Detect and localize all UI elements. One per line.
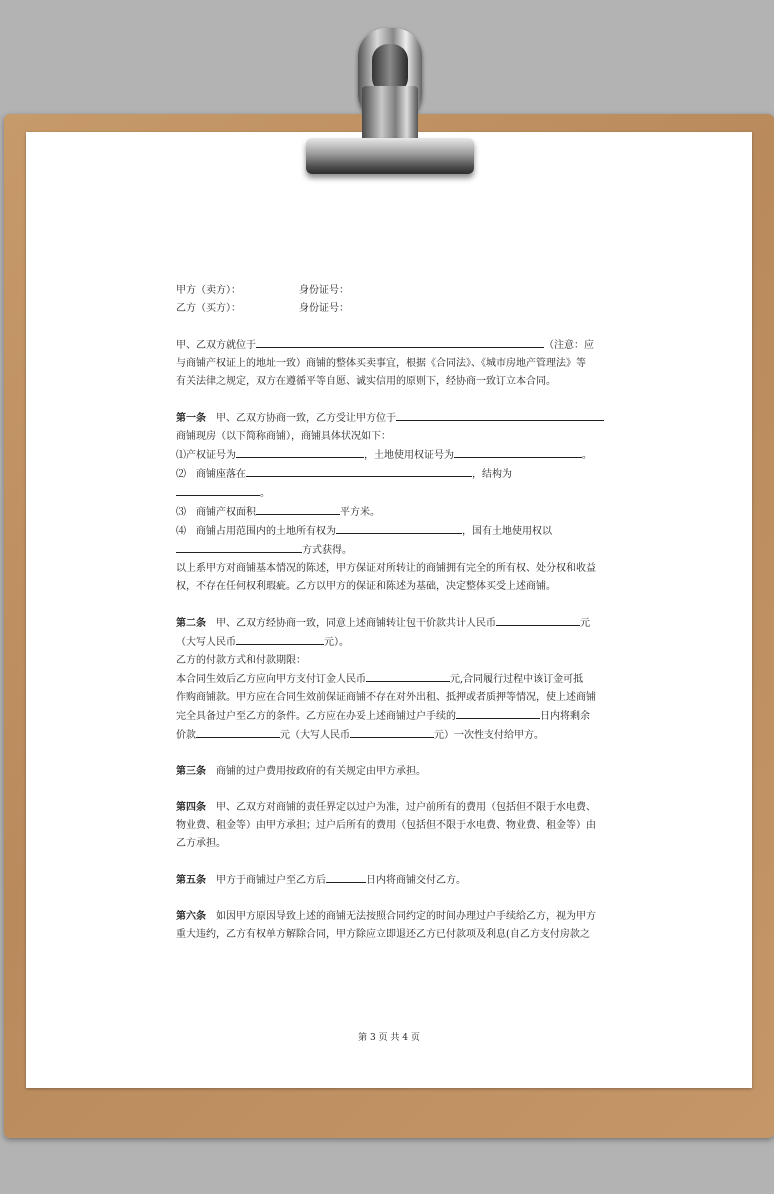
document-page — [26, 132, 752, 1088]
clipboard — [4, 114, 774, 1138]
page-number: 第 3 页 共 4 页 — [358, 1033, 420, 1043]
party-a-line — [176, 282, 606, 300]
delivery-days-blank — [326, 871, 366, 883]
land-ownership-blank — [336, 522, 462, 534]
binder-clip — [306, 138, 474, 174]
article-title: 第五条 — [176, 875, 206, 886]
remaining-price-words-blank — [350, 726, 434, 738]
article-title: 第二条 — [176, 618, 206, 629]
party-a-id-label: 身份证号： — [299, 285, 349, 296]
article-2: 第二条 甲、乙双方经协商一致，同意上述商铺转让包干价款共计人民币 元 （大写人民币 元）。 乙方的付款方式和付款期限： 本合同生效后乙方应向甲方支付订金人民币 元,合同履行过程中该订金可抵 作购商铺款。甲方应在合同生效前保证商铺不存在对外出租、抵押或者质押等情况，使上述商铺 完全具备过户至乙方的条件。乙方应在办妥上述商铺过户手续的 日内将剩余 价款 元（大写人民币 元）一次性支付给甲方。 — [176, 614, 606, 745]
structure-blank — [176, 484, 260, 496]
article-1: 第一条 甲、乙双方协商一致，乙方受让甲方位于 商铺现房（以下简称商铺），商铺具体状况如下： ⑴产权证号为 ，土地使用权证号为 。 ⑵ 商铺座落在 ，结构为 。 ⑶ 商铺产权面积 平方米。 ⑷ 商铺占用范围内的土地所有权为 ，国有土地使用权以 方式获得。 以上系甲方对商铺基本情况的陈述，甲方保证对所转让的商铺拥有完全的所有权、处分权和收益 权，不存在任何权利瑕疵。乙方以甲方的保证和陈述为基础，决定整体买受上述商铺。 — [176, 409, 606, 596]
shop-location-blank — [246, 465, 472, 477]
article-title: 第六条 — [176, 911, 206, 922]
deposit-blank — [366, 670, 450, 682]
intro-paragraph: 甲、乙双方就位于 （注意：应 与商铺产权证上的地址一致）商铺的整体买卖事宜，根据《合同法》、《城市房地产管理法》等 有关法律之规定，双方在遵循平等自愿、诚实信用的原则下，经协商一致订立本合同。 — [176, 336, 606, 391]
remaining-price-blank — [196, 726, 280, 738]
property-cert-blank — [236, 446, 364, 458]
article-6: 第六条 如因甲方原因导致上述的商铺无法按照合同约定的时间办理过户手续给乙方，视为甲方 重大违约，乙方有权单方解除合同，甲方除应立即退还乙方已付款项及利息(自乙方支付房款之 — [176, 911, 596, 940]
contract-body — [176, 282, 606, 944]
party-a-label: 甲方（卖方）： — [176, 285, 241, 296]
total-price-words-blank — [236, 633, 324, 645]
area-blank — [256, 503, 340, 515]
total-price-blank — [496, 614, 580, 626]
party-b-line — [176, 300, 606, 318]
land-cert-blank — [454, 446, 582, 458]
days-blank — [456, 707, 540, 719]
article-4: 第四条 甲、乙双方对商铺的责任界定以过户为准，过户前所有的费用（包括但不限于水电费、 物业费、租金等）由甲方承担；过户后所有的费用（包括但不限于水电费、物业费、租金等）由 乙方承担。 — [176, 802, 596, 849]
location-blank — [396, 409, 604, 421]
article-title: 第三条 — [176, 766, 206, 777]
article-5: 第五条 甲方于商铺过户至乙方后 日内将商铺交付乙方。 — [176, 871, 606, 890]
article-title: 第四条 — [176, 802, 206, 813]
party-b-id-label: 身份证号： — [299, 303, 349, 314]
article-title: 第一条 — [176, 413, 206, 424]
land-use-method-blank — [176, 541, 302, 553]
article-3: 第三条 商铺的过户费用按政府的有关规定由甲方承担。 — [176, 766, 426, 777]
party-b-label: 乙方（买方）： — [176, 303, 241, 314]
clip-body — [362, 86, 418, 142]
address-blank — [256, 336, 544, 348]
